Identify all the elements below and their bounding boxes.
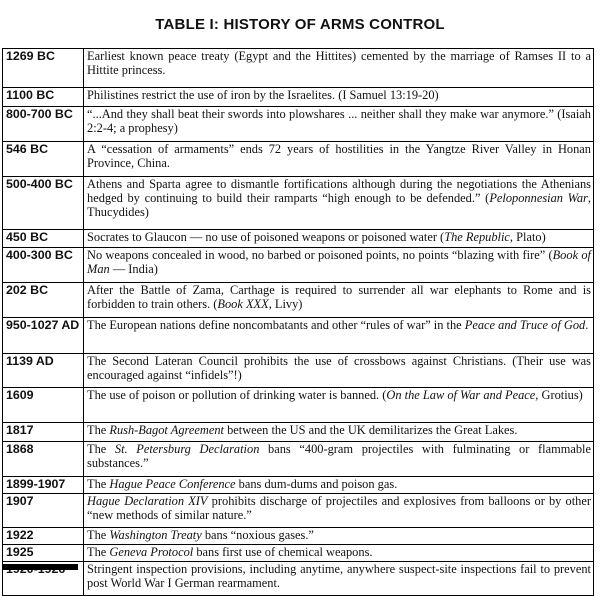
- row-description: [84, 477, 594, 494]
- description-text: between the US and the UK demilitarizes the Great Lakes.: [223, 423, 518, 437]
- row-description: [84, 562, 594, 596]
- row-date: 1609: [3, 388, 84, 423]
- description-text: The use of poison or pollution of drinking water is banned. (: [87, 388, 387, 402]
- description-text: bans first use of chemical weapons.: [193, 545, 373, 559]
- description-text: , Livy): [268, 297, 303, 311]
- redaction-mark: [3, 564, 78, 570]
- row-date: 546 BC: [3, 142, 84, 177]
- row-date: 450 BC: [3, 230, 84, 248]
- italic-citation: Hague Declaration XIV: [87, 494, 208, 508]
- row-description: [84, 354, 594, 388]
- description-text: After the Battle of Zama, Carthage is required to surrender all war elephants to Rome and is forbidden to train others. (: [87, 283, 591, 311]
- table-row: [3, 528, 594, 545]
- table-row: [3, 318, 594, 354]
- row-description: [84, 142, 594, 177]
- table-row: [3, 142, 594, 177]
- italic-citation: Peloponnesian War: [489, 191, 588, 205]
- row-date: 1899-1907: [3, 477, 84, 494]
- table-row: [3, 562, 594, 596]
- row-description: [84, 494, 594, 528]
- row-date: 950-1027 AD: [3, 318, 84, 354]
- table-row: [3, 230, 594, 248]
- italic-citation: Geneva Protocol: [109, 545, 194, 559]
- description-text: bans dum-dums and poison gas.: [235, 477, 398, 491]
- description-text: The: [87, 528, 110, 542]
- row-description: [84, 318, 594, 354]
- table-row: [3, 49, 594, 88]
- row-date: 500-400 BC: [3, 177, 84, 230]
- description-text: The Second Lateran Council prohibits the use of crossbows against Christians. (Their use was encouraged against “infidels”!): [87, 354, 591, 382]
- description-text: Athens and Sparta agree to dismantle fortifications although during the negotiations the Athenians hedged by continuing to build their ramparts “high enough to be defended.” (: [87, 177, 591, 205]
- italic-citation: Hague Peace Conference: [109, 477, 236, 491]
- description-text: , Thucydides): [87, 191, 591, 219]
- row-date: 1139 AD: [3, 354, 84, 388]
- arms-control-table: [2, 48, 594, 596]
- italic-citation: Peace and Truce of God: [464, 318, 586, 332]
- row-date: 1817: [3, 423, 84, 442]
- row-description: [84, 442, 594, 477]
- table-row: [3, 545, 594, 562]
- row-description: [84, 283, 594, 318]
- row-description: [84, 107, 594, 142]
- row-description: [84, 545, 594, 562]
- row-description: [84, 248, 594, 283]
- description-text: prohibits discharge of projectiles and explosives from balloons or by other “new methods of similar nature.”: [87, 494, 591, 522]
- description-text: The: [87, 442, 115, 456]
- italic-citation: Book of Man: [87, 248, 591, 276]
- table-row: [3, 107, 594, 142]
- italic-citation: Washington Treaty: [109, 528, 202, 542]
- row-description: [84, 49, 594, 88]
- description-text: Stringent inspection provisions, including anytime, anywhere suspect-site inspections fail to prevent post World War I German rearmament.: [87, 562, 591, 590]
- table-row: [3, 248, 594, 283]
- row-description: [84, 88, 594, 107]
- row-description: [84, 177, 594, 230]
- description-text: A “cessation of armaments” ends 72 years of hostilities in the Yangtze River Valley in Honan Province, China.: [87, 142, 591, 170]
- row-date: 1269 BC: [3, 49, 84, 88]
- row-description: [84, 528, 594, 545]
- description-text: bans “noxious gases.”: [201, 528, 314, 542]
- table-row: [3, 388, 594, 423]
- description-text: No weapons concealed in wood, no barbed or poisoned points, no points “blazing with fire” (: [87, 248, 553, 262]
- row-date: 800-700 BC: [3, 107, 84, 142]
- description-text: , Grotius): [535, 388, 583, 402]
- italic-citation: The Republic: [444, 230, 510, 244]
- italic-citation: Book XXX: [217, 297, 269, 311]
- row-date: 1100 BC: [3, 88, 84, 107]
- table-title: TABLE I: HISTORY OF ARMS CONTROL: [155, 16, 445, 33]
- table-row: [3, 442, 594, 477]
- description-text: bans “400-gram projectiles with fulminating or flammable substances.”: [87, 442, 591, 470]
- description-text: Philistines restrict the use of iron by the Israelites. (I Samuel 13:19-20): [87, 88, 439, 102]
- table-row: [3, 88, 594, 107]
- row-description: [84, 423, 594, 442]
- table-row: [3, 423, 594, 442]
- description-text: “...And they shall beat their swords into plowshares ... neither shall they make war anymore.” (Isaiah 2:2-4; a prophesy): [87, 107, 591, 135]
- row-description: [84, 388, 594, 423]
- table-row: [3, 494, 594, 528]
- table-row: [3, 283, 594, 318]
- description-text: , Plato): [509, 230, 546, 244]
- italic-citation: St. Petersburg Declaration: [114, 442, 260, 456]
- row-description: [84, 230, 594, 248]
- row-date: 202 BC: [3, 283, 84, 318]
- description-text: The European nations define noncombatants and other “rules of war” in the: [87, 318, 465, 332]
- description-text: The: [87, 423, 110, 437]
- row-date: 400-300 BC: [3, 248, 84, 283]
- description-text: — India): [109, 262, 158, 276]
- description-text: .: [585, 318, 589, 332]
- description-text: The: [87, 477, 110, 491]
- table-row: [3, 477, 594, 494]
- italic-citation: On the Law of War and Peace: [386, 388, 536, 402]
- description-text: Earliest known peace treaty (Egypt and the Hittites) cemented by the marriage of Ramses II to a Hittite princess.: [87, 49, 591, 77]
- row-date: 1925: [3, 545, 84, 562]
- description-text: Socrates to Glaucon — no use of poisoned weapons or poisoned water (: [87, 230, 445, 244]
- table-row: [3, 177, 594, 230]
- row-date: 1922: [3, 528, 84, 545]
- row-date: 1868: [3, 442, 84, 477]
- row-date: 1907: [3, 494, 84, 528]
- table-row: [3, 354, 594, 388]
- description-text: The: [87, 545, 110, 559]
- italic-citation: Rush-Bagot Agreement: [109, 423, 224, 437]
